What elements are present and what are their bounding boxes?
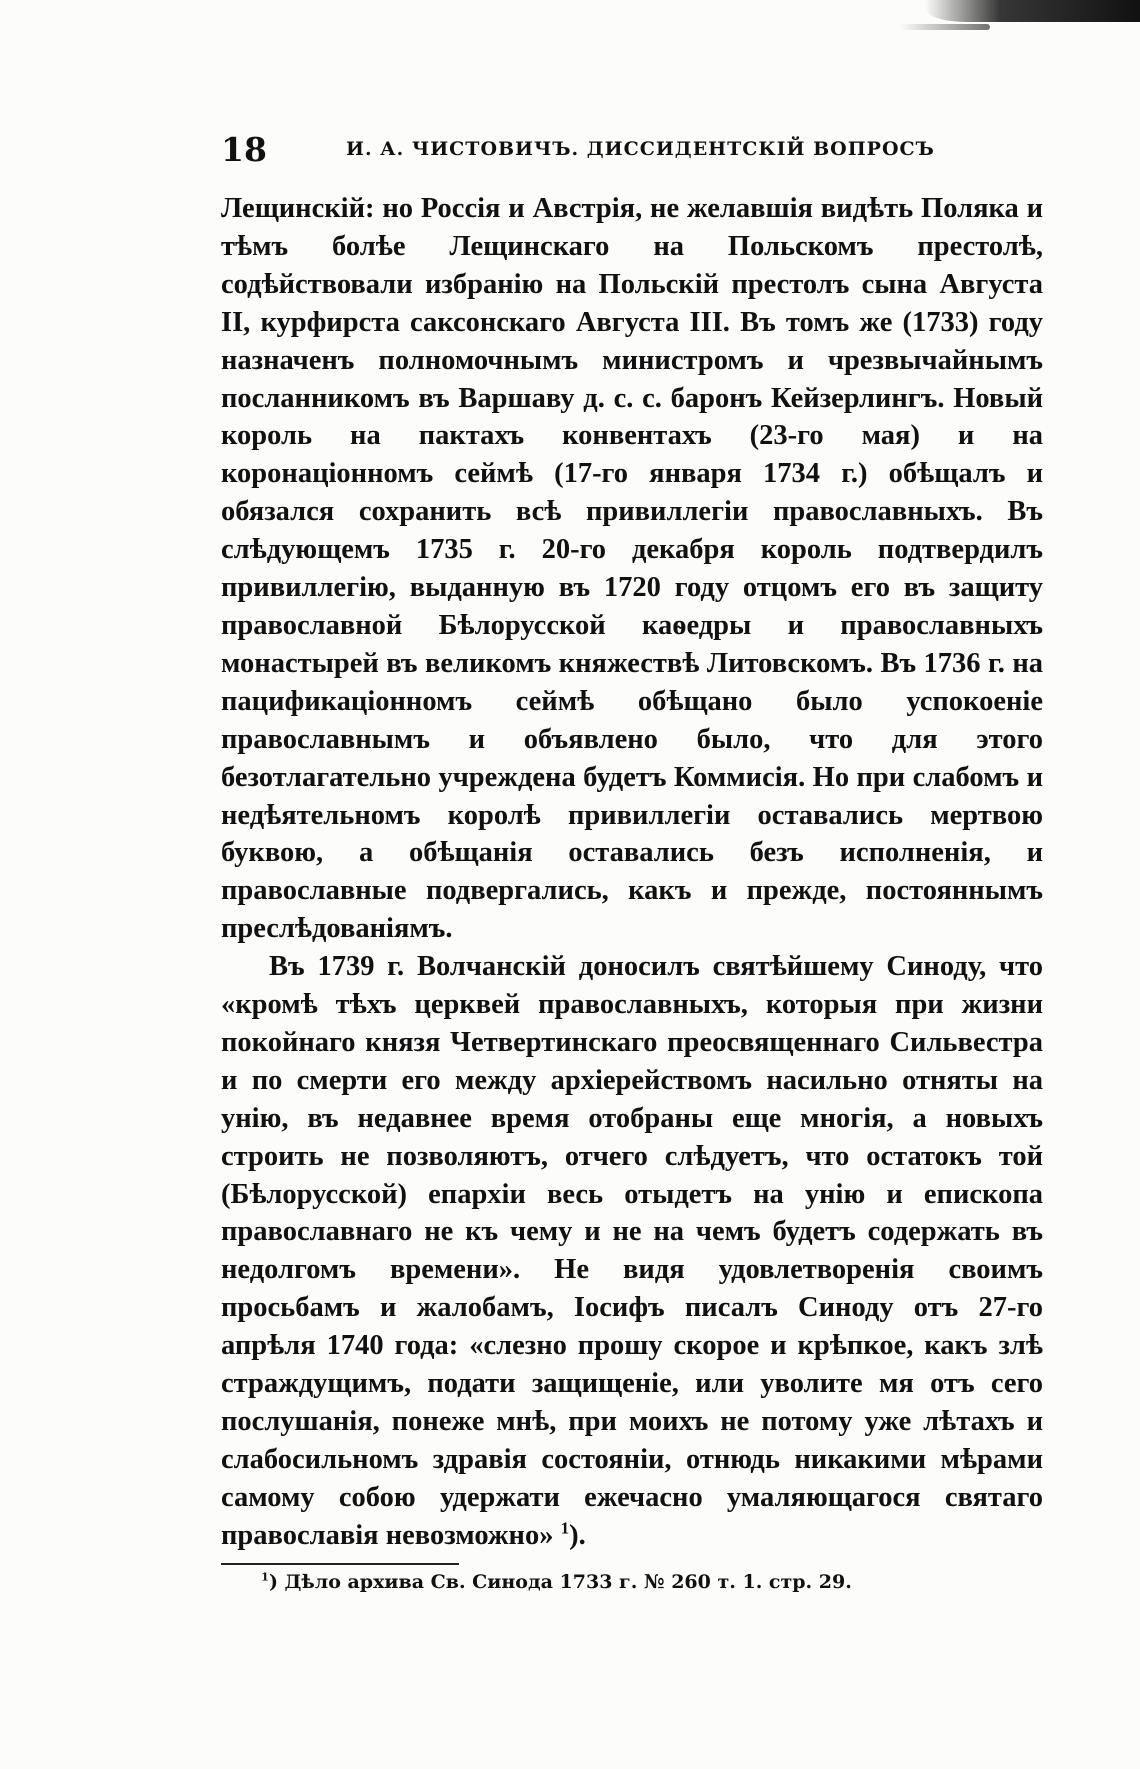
page-header — [221, 120, 1043, 190]
main-text — [221, 190, 1043, 1555]
page-number: 18 — [221, 130, 267, 169]
footnote-reference: 1 — [560, 1518, 570, 1538]
footnote-divider — [221, 1563, 459, 1565]
footnote-marker: 1 — [261, 1569, 269, 1584]
footnote — [221, 1571, 1043, 1593]
scan-edge-shadow — [925, 0, 1140, 22]
running-head: И. А. ЧИСТОВИЧЪ. ДИССИДЕНТСКІЙ ВОПРОСЪ — [346, 138, 935, 160]
paragraph-1: Лещинскій: но Россія и Австрія, не желавшія видѣть Поляка и тѣмъ болѣе Лещинскаго на Польскомъ престолѣ, содѣйствовали избранію на Польскій престолъ сына Августа II, курфирста саксонскаго Августа III. Въ томъ же (1733) году назначенъ полномочнымъ министромъ и чрезвычайнымъ посланникомъ въ Варшаву д. с. с. баронъ Кейзерлингъ. Новый король на пактахъ конвентахъ (23-го мая) и на коронаціонномъ сеймѣ (17-го января 1734 г.) обѣщалъ и обязался сохранить всѣ привиллегіи православныхъ. Въ слѣдующемъ 1735 г. 20-го декабря король подтвердилъ привиллегію, выданную въ 1720 году отцомъ его въ защиту православной Бѣлорусской каѳедры и православныхъ монастырей въ великомъ княжествѣ Литовскомъ. Въ 1736 г. на пацификаціонномъ сеймѣ обѣщано было успокоеніе православнымъ и объявлено было, что для этого безотлагательно учреждена будетъ Коммисія. Но при слабомъ и недѣятельномъ королѣ привиллегіи оставались мертвою буквою, а обѣщанія оставались безъ исполненія, и православные подвергались, какъ и прежде, постояннымъ преслѣдованіямъ. — [221, 193, 1043, 945]
book-page — [221, 120, 1043, 1593]
footnote-text: ) Дѣло архива Св. Синода 1733 г. № 260 т. 1. стр. 29. — [268, 1570, 852, 1593]
footnote-reference-suffix: ). — [569, 1519, 586, 1551]
scan-edge-smudge — [900, 24, 990, 30]
paragraph-2-text: Въ 1739 г. Волчанскій доносилъ святѣйшему Синоду, что «кромѣ тѣхъ церквей православныхъ, которыя при жизни покойнаго князя Четвертинскаго преосвященнаго Сильвестра и по смерти его между архіерействомъ насильно отняты на унію, въ недавнее время отобраны еще многія, а новыхъ строить не позволяютъ, отчего слѣдуетъ, что остатокъ той (Бѣлорусской) епархіи весь отыдетъ на унію и епископа православнаго не къ чему и не на чемъ будетъ содержать въ недолгомъ времени». Не видя удовлетворенія своимъ просьбамъ и жалобамъ, Іосифъ писалъ Синоду отъ 27-го апрѣля 1740 года: «слезно прошу скорое и крѣпкое, какъ злѣ страждущимъ, подати защищеніе, или уволите мя отъ сего послушанія, понеже мнѣ, при моихъ не потому уже лѣтахъ и слабосильномъ здравія состояніи, отнюдь никакими мѣрами самому собою удержати ежечасно умаляющагося святаго православія невозможно» — [221, 951, 1043, 1551]
paragraph-2 — [221, 948, 1043, 1555]
